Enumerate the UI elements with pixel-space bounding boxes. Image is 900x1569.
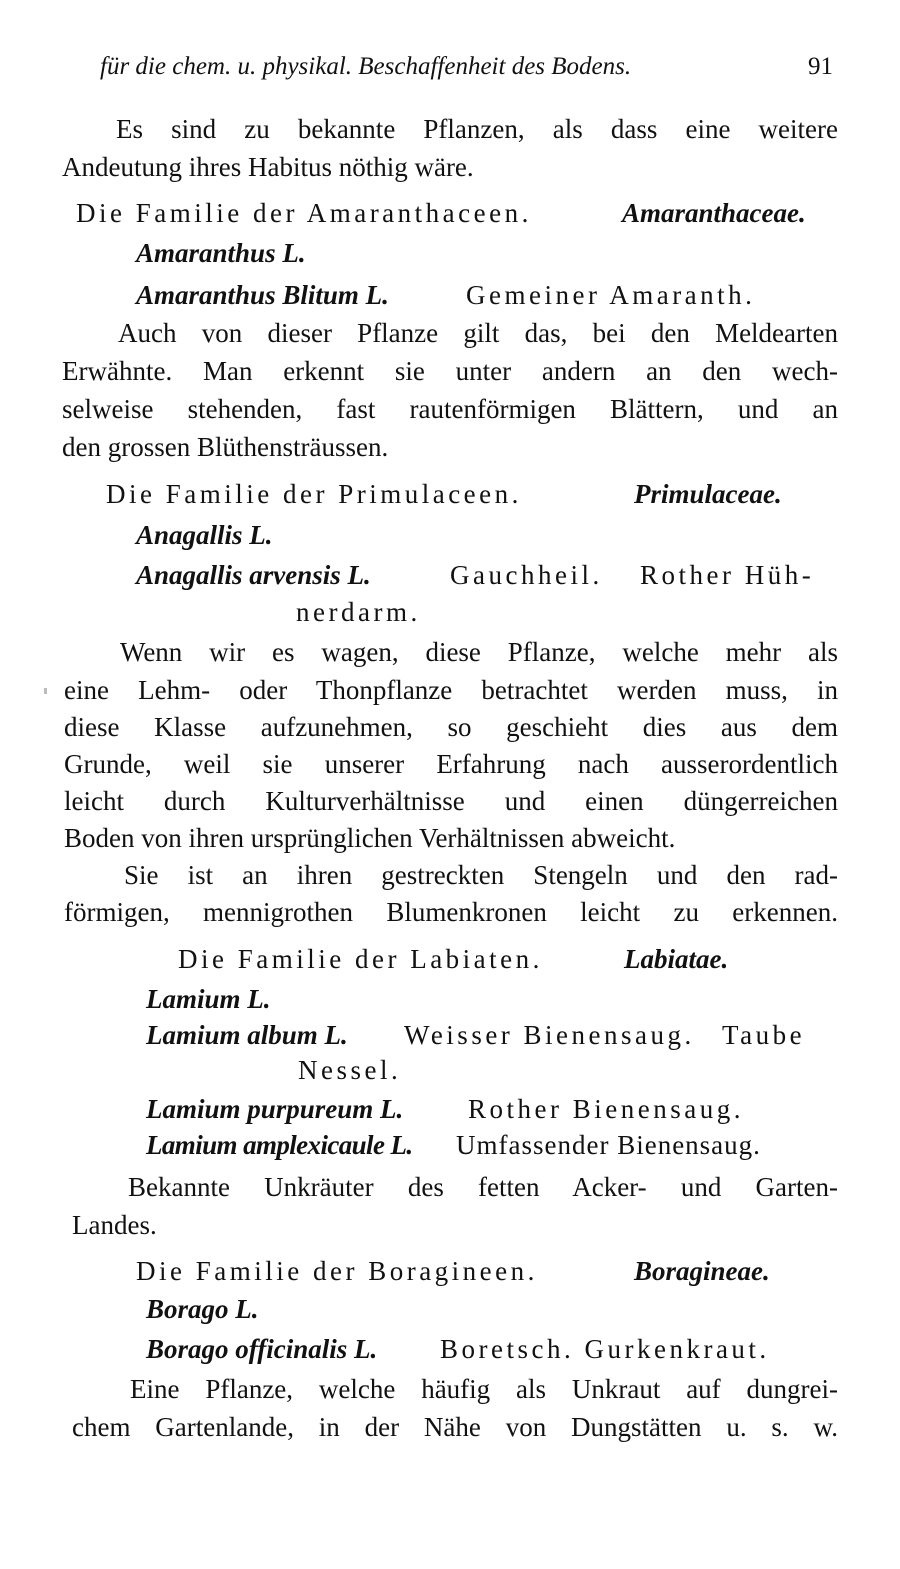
family-latin: Labiatae. xyxy=(624,944,729,974)
genus-name: Lamium L. xyxy=(146,984,271,1014)
text-line: Wenn wir es wagen, diese Pflanze, welche mehr als xyxy=(120,637,838,667)
text-line: chem Gartenlande, in der Nähe von Dungstätten u. s. w. xyxy=(72,1412,838,1442)
species-common: Rother Bienensaug. xyxy=(468,1094,744,1124)
text-line: Boden von ihren ursprünglichen Verhältnissen abweicht. xyxy=(64,823,676,853)
species-common: Gemeiner Amaranth. xyxy=(466,280,756,310)
text-line: leicht durch Kulturverhältnisse und einen düngerreichen xyxy=(64,786,838,816)
text-line: Andeutung ihres Habitus nöthig wäre. xyxy=(62,152,474,182)
page-number: 91 xyxy=(808,53,833,80)
text-line: den grossen Blüthensträussen. xyxy=(62,432,389,462)
text-line: Landes. xyxy=(72,1210,157,1240)
family-heading: Die Familie der Primulaceen. xyxy=(106,479,522,509)
text-line: Es sind zu bekannte Pflanzen, als dass eine weitere xyxy=(116,114,838,144)
margin-mark xyxy=(44,688,47,694)
family-heading: Die Familie der Labiaten. xyxy=(178,944,543,974)
genus-name: Amaranthus L. xyxy=(136,238,306,268)
text-line: Bekannte Unkräuter des fetten Acker- und Garten- xyxy=(128,1172,838,1202)
family-latin: Primulaceae. xyxy=(634,479,782,509)
text-line: förmigen, mennigrothen Blumenkronen leicht zu erkennen. xyxy=(64,897,838,927)
species-common: Boretsch. Gurkenkraut. xyxy=(440,1334,770,1364)
species-common: Taube xyxy=(722,1020,806,1050)
text-line: diese Klasse aufzunehmen, so geschieht dies aus dem xyxy=(64,712,838,742)
running-title: für die chem. u. physikal. Beschaffenheit des Bodens. xyxy=(100,53,632,80)
text-line: Eine Pflanze, welche häufig als Unkraut auf dungrei- xyxy=(130,1374,838,1404)
species-latin: Borago officinalis L. xyxy=(146,1334,378,1364)
species-latin: Anagallis arvensis L. xyxy=(136,560,371,590)
species-common: Gauchheil. xyxy=(450,560,603,590)
genus-name: Borago L. xyxy=(146,1294,259,1324)
species-latin: Lamium purpureum L. xyxy=(146,1094,404,1124)
species-common: Umfassender Bienensaug. xyxy=(456,1130,761,1160)
family-heading: Die Familie der Boragineen. xyxy=(136,1256,538,1286)
text-line: Erwähnte. Man erkennt sie unter andern an den wech- xyxy=(62,356,838,386)
species-latin: Lamium amplexicaule L. xyxy=(146,1130,413,1160)
text-line: Auch von dieser Pflanze gilt das, bei den Meldearten xyxy=(118,318,838,348)
genus-name: Anagallis L. xyxy=(136,520,273,550)
species-common: Nessel. xyxy=(298,1055,402,1085)
species-common: Rother Hüh- xyxy=(640,560,815,590)
species-common: nerdarm. xyxy=(296,597,421,627)
text-line: selweise stehenden, fast rautenförmigen Blättern, und an xyxy=(62,394,838,424)
family-latin: Amaranthaceae. xyxy=(622,198,806,228)
text-line: Sie ist an ihren gestreckten Stengeln und den rad- xyxy=(124,860,838,890)
family-heading: Die Familie der Amaranthaceen. xyxy=(76,198,532,228)
species-common: Weisser Bienensaug. xyxy=(404,1020,695,1050)
species-latin: Amaranthus Blitum L. xyxy=(136,280,389,310)
species-latin: Lamium album L. xyxy=(146,1020,348,1050)
family-latin: Boragineae. xyxy=(634,1256,770,1286)
text-line: eine Lehm- oder Thonpflanze betrachtet werden muss, in xyxy=(64,675,838,705)
text-line: Grunde, weil sie unserer Erfahrung nach ausserordentlich xyxy=(64,749,838,779)
